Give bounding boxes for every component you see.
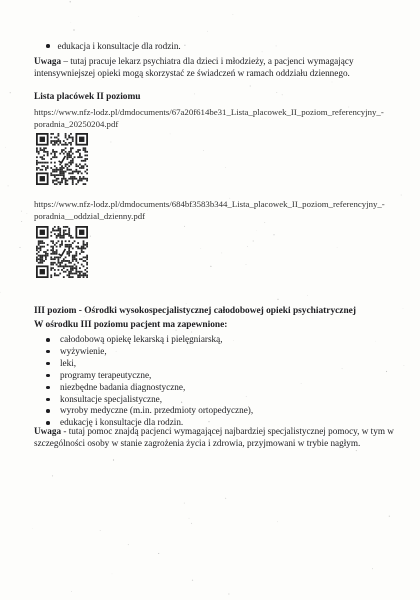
level3-subheading: W ośrodku III poziomu pacjent ma zapewnione: bbox=[34, 320, 228, 330]
bullet-icon bbox=[46, 44, 50, 48]
link-line: https://www.nfz-lodz.pl/dmdocuments/684bf3583b344_Lista_placowek_II_poziom_referencyjny_- bbox=[34, 199, 385, 209]
list-item: wyroby medyczne (m.in. przedmioty ortopedyczne), bbox=[46, 405, 253, 417]
list-item: konsultacje specjalistyczne, bbox=[46, 394, 253, 406]
note-paragraph-2 bbox=[34, 425, 394, 449]
qr-code-icon bbox=[36, 226, 88, 278]
note-label: Uwaga bbox=[34, 426, 62, 436]
top-bullet-text: edukacja i konsultacje dla rodzin. bbox=[57, 41, 181, 51]
link-line: https://www.nfz-lodz.pl/dmdocuments/67a20f614be31_Lista_placowek_II_poziom_referencyjny_- bbox=[34, 107, 384, 117]
note-text: – tutaj pracuje lekarz psychiatra dla dzieci i młodzieży, a pacjenci wymagający intensywniejszej opieki mogą skorzystać ze świadczeń w ramach oddziału dziennego. bbox=[34, 56, 354, 78]
list-item: edukację i konsultacje dla rodzin. bbox=[46, 417, 253, 429]
list-item: wyżywienie, bbox=[46, 346, 253, 358]
document-link-2[interactable] bbox=[34, 199, 385, 222]
link-line: poradnia_20250204.pdf bbox=[34, 118, 119, 129]
qr-code-icon bbox=[36, 133, 88, 185]
list-item: programy terapeutyczne, bbox=[46, 370, 253, 382]
level3-list bbox=[46, 334, 253, 429]
list-heading: Lista placówek II poziomu bbox=[34, 92, 141, 102]
top-bullet-item bbox=[46, 40, 181, 52]
note-label: Uwaga bbox=[34, 56, 62, 66]
document-link-1[interactable] bbox=[34, 107, 384, 130]
list-item: całodobową opiekę lekarską i pielęgniarską, bbox=[46, 334, 253, 346]
level3-heading: III poziom - Ośrodki wysokospecjalistycznej całodobowej opieki psychiatrycznej bbox=[34, 306, 356, 316]
note-paragraph-1 bbox=[34, 55, 394, 79]
list-item: niezbędne badania diagnostyczne, bbox=[46, 382, 253, 394]
list-item: leki, bbox=[46, 358, 253, 370]
note-text: - tutaj pomoc znajdą pacjenci wymagającej najbardziej specjalistycznej pomocy, w tym w szczególności osoby w stanie zagrożenia życia i zdrowia, przyjmowani w trybie nagłym. bbox=[34, 426, 394, 448]
link-line: poradnia__oddzial_dzienny.pdf bbox=[34, 210, 146, 221]
